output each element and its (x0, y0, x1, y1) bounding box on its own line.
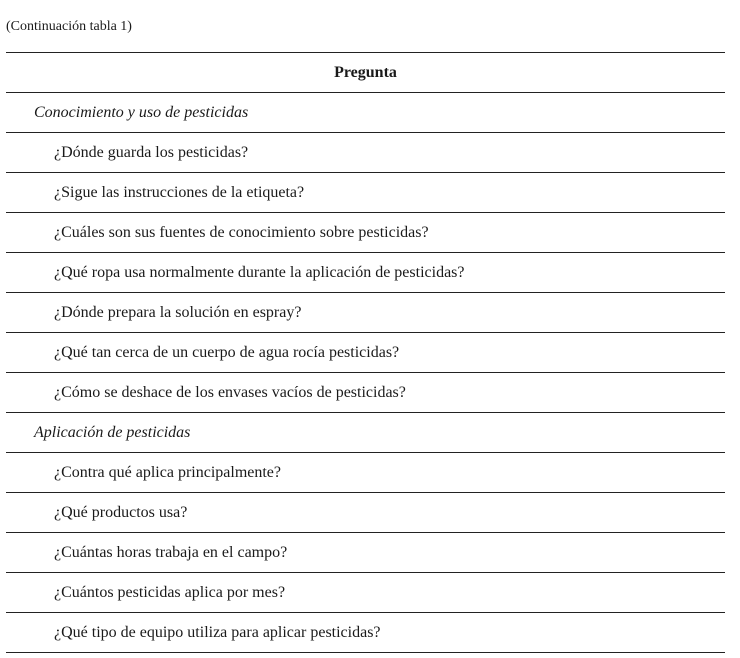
table-header: Pregunta (6, 53, 725, 93)
question-row: ¿Contra qué aplica principalmente? (6, 453, 725, 493)
question-row: ¿Qué tan cerca de un cuerpo de agua rocía pesticidas? (6, 333, 725, 373)
section-title: Aplicación de pesticidas (6, 413, 725, 453)
question-row: ¿Cómo se deshace de los envases vacíos de pesticidas? (6, 373, 725, 413)
question-row: ¿Cuáles son sus fuentes de conocimiento sobre pesticidas? (6, 213, 725, 253)
question-row: ¿Cuántas horas trabaja en el campo? (6, 533, 725, 573)
question-row: ¿Qué ropa usa normalmente durante la aplicación de pesticidas? (6, 253, 725, 293)
question-row: ¿Cuántos pesticidas aplica por mes? (6, 573, 725, 613)
question-row: ¿Qué productos usa? (6, 493, 725, 533)
question-row: ¿Dónde guarda los pesticidas? (6, 133, 725, 173)
question-row: ¿Sigue las instrucciones de la etiqueta? (6, 173, 725, 213)
question-row: ¿Dónde prepara la solución en espray? (6, 293, 725, 333)
section-title: Conocimiento y uso de pesticidas (6, 93, 725, 133)
question-row: ¿Qué tipo de equipo utiliza para aplicar pesticidas? (6, 613, 725, 653)
questions-table (6, 52, 725, 653)
table-caption: (Continuación tabla 1) (6, 19, 132, 34)
